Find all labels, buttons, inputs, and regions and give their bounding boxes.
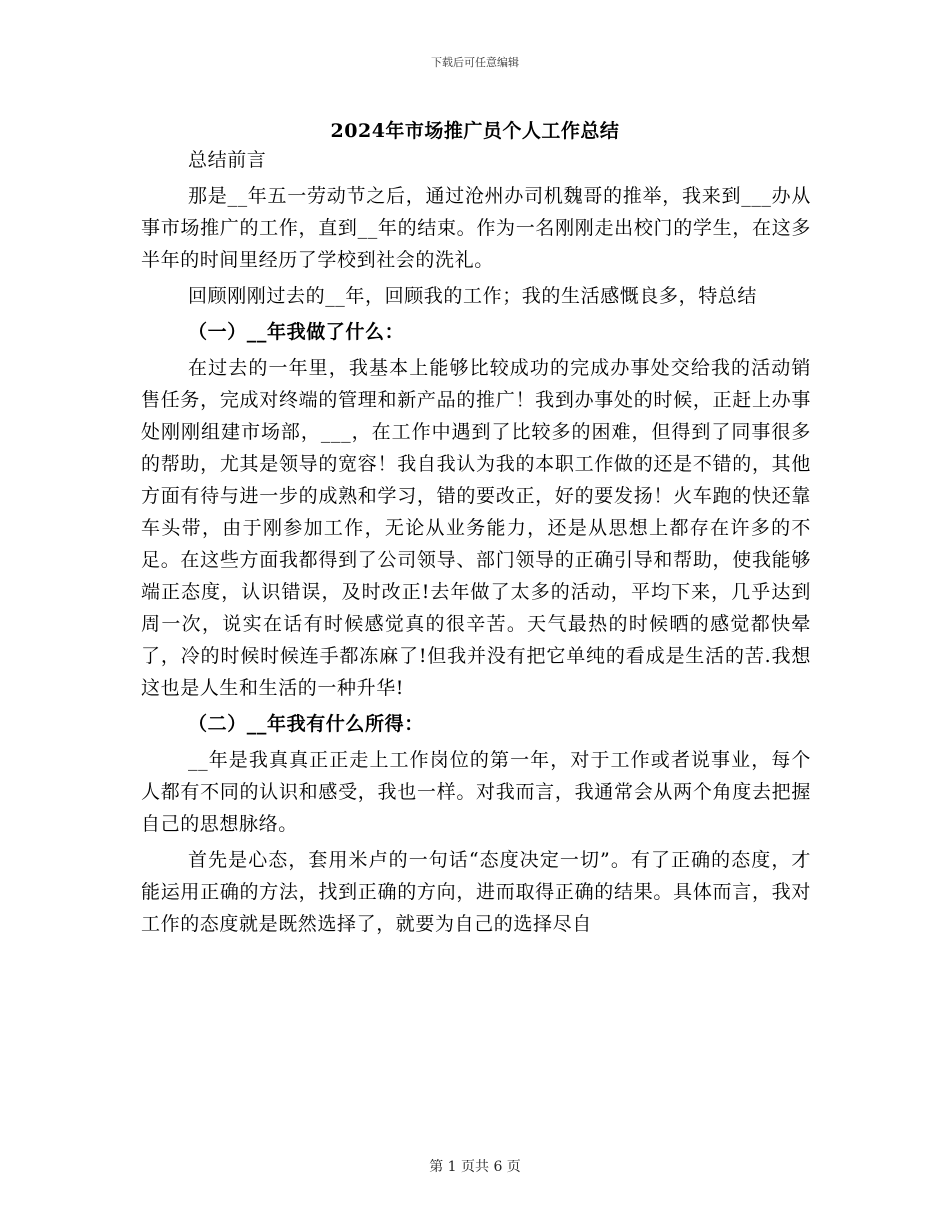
document-body — [141, 144, 811, 944]
paragraph-intro: 那是__年五一劳动节之后，通过沧州办司机魏哥的推举，我来到___办从事市场推广的工作，直到__年的结束。作为一名刚刚走出校门的学生，在这多半年的时间里经历了学校到社会的洗礼。 — [141, 185, 811, 271]
header-note: 下载后可任意编辑 — [431, 56, 519, 69]
paragraph-what-i-gained: __年是我真真正正走上工作岗位的第一年，对于工作或者说事业，每个人都有不同的认识和感受，我也一样。对我而言，我通常会从两个角度去把握自己的思想脉络。 — [141, 749, 811, 835]
paragraph-review: 回顾刚刚过去的__年，回顾我的工作；我的生活感慨良多，特总结 — [188, 285, 758, 307]
document-title: 2024年市场推广员个人工作总结 — [330, 120, 620, 142]
section-heading-what-i-did: （一）__年我做了什么： — [188, 321, 405, 343]
page-indicator: 第 1 页共 6 页 — [429, 1159, 521, 1175]
paragraph-what-i-did: 在过去的一年里，我基本上能够比较成功的完成办事处交给我的活动销售任务，完成对终端的管理和新产品的推广！我到办事处的时候，正赶上办事处刚刚组建市场部，___，在工作中遇到了比较多的困难，但得到了同事很多的帮助，尤其是领导的宽容！我自我认为我的本职工作做的还是不错的，其他方面有待与进一步的成熟和学习，错的要改正，好的要发扬！火车跑的快还靠车头带，由于刚参加工作，无论从业务能力，还是从思想上都存在许多的不足。在这些方面我都得到了公司领导、部门领导的正确引导和帮助，使我能够端正态度，认识错误，及时改正!去年做了太多的活动，平均下来，几乎达到周一次，说实在话有时候感觉真的很辛苦。天气最热的时候晒的感觉都快晕了，冷的时候时候连手都冻麻了!但我并没有把它单纯的看成是生活的苦.我想这也是人生和生活的一种升华! — [141, 357, 811, 699]
section-heading-what-i-gained: （二）__年我有什么所得： — [188, 713, 424, 735]
paragraph-preface-heading: 总结前言 — [188, 149, 267, 171]
paragraph-attitude: 首先是心态，套用米卢的一句话“态度决定一切”。有了正确的态度，才能运用正确的方法，找到正确的方向，进而取得正确的结果。具体而言，我对工作的态度就是既然选择了，就要为自己的选择尽自 — [141, 849, 811, 935]
